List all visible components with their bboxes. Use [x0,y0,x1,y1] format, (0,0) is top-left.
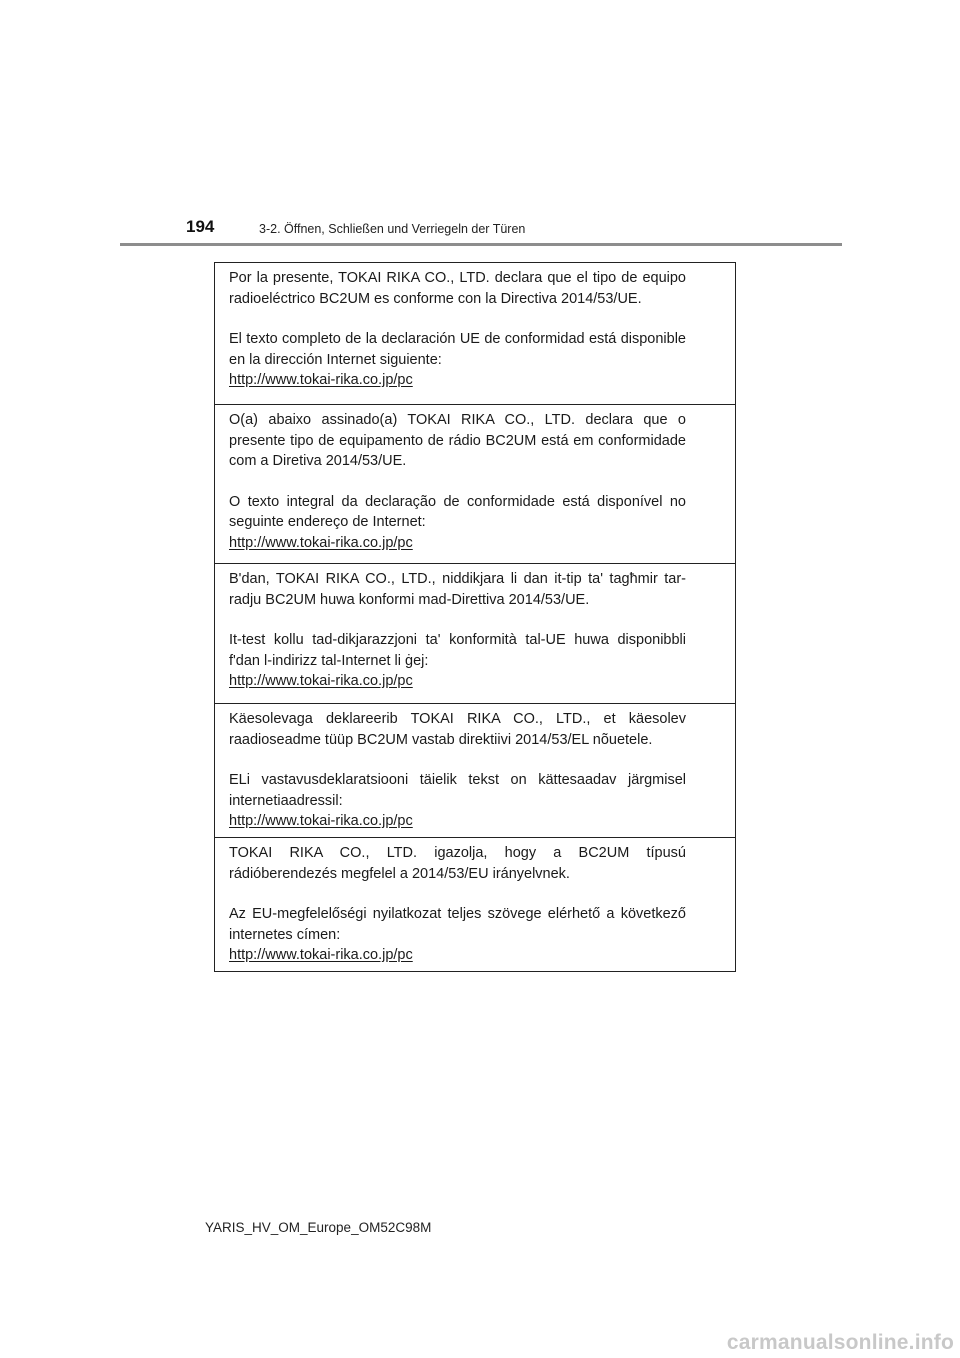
footer-document-code: YARIS_HV_OM_Europe_OM52C98M [205,1220,432,1235]
declaration-statement: B'dan, TOKAI RIKA CO., LTD., niddikjara li dan it-tip ta' tagħmir tar-radju BC2UM huwa konformi mad-Direttiva 2014/53/UE. [229,571,686,608]
declaration-block-mt [215,563,735,703]
declaration-block-es [215,263,735,404]
declaration-statement: TOKAI RIKA CO., LTD. igazolja, hogy a BC2UM típusú rádióberendezés megfelel a 2014/53/EU irányelvnek. [229,845,686,882]
declaration-url-link[interactable]: http://www.tokai-rika.co.jp/pc [229,372,413,388]
declaration-table [214,262,736,972]
declaration-url-link[interactable]: http://www.tokai-rika.co.jp/pc [229,673,413,689]
declaration-statement: O(a) abaixo assinado(a) TOKAI RIKA CO., LTD. declara que o presente tipo de equipamento de rádio BC2UM está em conformidade com a Diretiva 2014/53/UE. [229,412,686,469]
declaration-statement: Käesolevaga deklareerib TOKAI RIKA CO., LTD., et käesolev raadioseadme tüüp BC2UM vastab direktiivi 2014/53/EL nõuetele. [229,711,686,748]
page-number: 194 [186,217,215,236]
section-title: 3-2. Öffnen, Schließen und Verriegeln der Türen [259,222,526,236]
declaration-block-et [215,703,735,837]
watermark: carmanualsonline.info [726,1331,954,1354]
declaration-full-text-note: El texto completo de la declaración UE de conformidad está disponible en la dirección Internet siguiente: [229,331,686,368]
declaration-url-link[interactable]: http://www.tokai-rika.co.jp/pc [229,534,413,551]
header-rule [120,243,842,246]
declaration-full-text-note: ELi vastavusdeklaratsiooni täielik tekst on kättesaadav järgmisel internetiaadressil: [229,772,686,809]
declaration-full-text-note: O texto integral da declaração de conformidade está disponível no seguinte endereço de Internet: [229,493,686,530]
declaration-statement: Por la presente, TOKAI RIKA CO., LTD. declara que el tipo de equipo radioeléctrico BC2UM es conforme con la Directiva 2014/53/UE. [229,270,686,307]
declaration-block-pt [215,404,735,563]
declaration-url-link[interactable]: http://www.tokai-rika.co.jp/pc [229,947,413,963]
declaration-url-link[interactable]: http://www.tokai-rika.co.jp/pc [229,813,413,829]
declaration-block-hu [215,837,735,971]
declaration-full-text-note: Az EU-megfelelőségi nyilatkozat teljes szövege elérhető a következő internetes címen: [229,906,686,943]
declaration-full-text-note: It-test kollu tad-dikjarazzjoni ta' konformità tal-UE huwa disponibbli f'dan l-indirizz tal-Internet li ġej: [229,632,686,669]
